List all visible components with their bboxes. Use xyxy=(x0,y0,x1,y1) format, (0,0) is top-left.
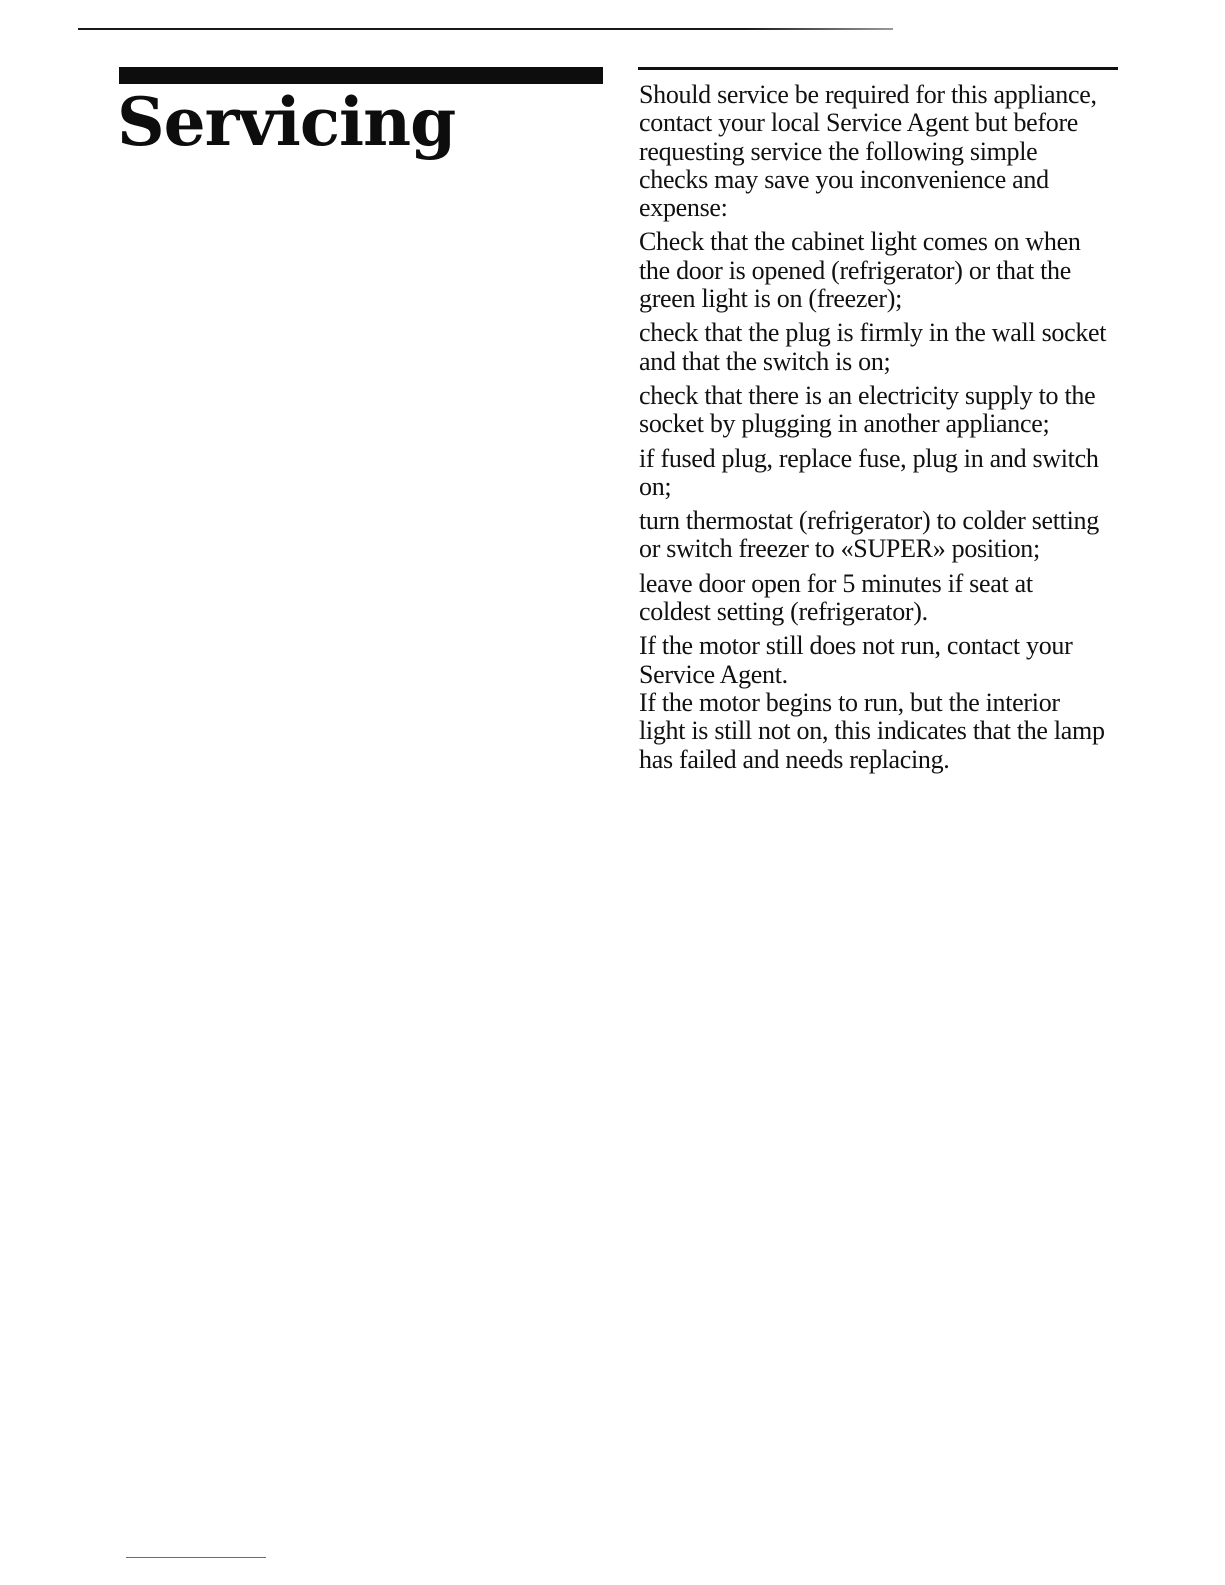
intro-paragraph: Should service be required for this appliance, contact your local Service Agent but before requesting service the following simple checks may save you inconvenience and expense: xyxy=(639,80,1097,223)
bottom-rule xyxy=(126,1557,266,1558)
door-open-paragraph: leave door open for 5 minutes if seat at coldest setting (refrigerator). xyxy=(639,568,1033,627)
check-supply-paragraph: check that there is an electricity supply to the socket by plugging in another appliance; xyxy=(639,380,1096,439)
top-rule xyxy=(78,28,893,30)
lamp-failed-paragraph: If the motor begins to run, but the interior light is still not on, this indicates that the lamp has failed and needs replacing. xyxy=(639,687,1105,774)
fuse-paragraph: if fused plug, replace fuse, plug in and switch on; xyxy=(639,443,1099,501)
check-light-paragraph: Check that the cabinet light comes on when the door is opened (refrigerator) or that the green light is on (freezer); xyxy=(639,227,1081,314)
column-rule xyxy=(638,67,1118,70)
motor-not-run-paragraph: If the motor still does not run, contact your Service Agent. xyxy=(639,631,1073,689)
page-title: Servicing xyxy=(117,83,456,161)
thermostat-paragraph: turn thermostat (refrigerator) to colder setting or switch freezer to «SUPER» position; xyxy=(639,506,1099,564)
check-plug-paragraph: check that the plug is firmly in the wall socket and that the switch is on; xyxy=(639,318,1107,376)
body-column xyxy=(639,81,1109,774)
